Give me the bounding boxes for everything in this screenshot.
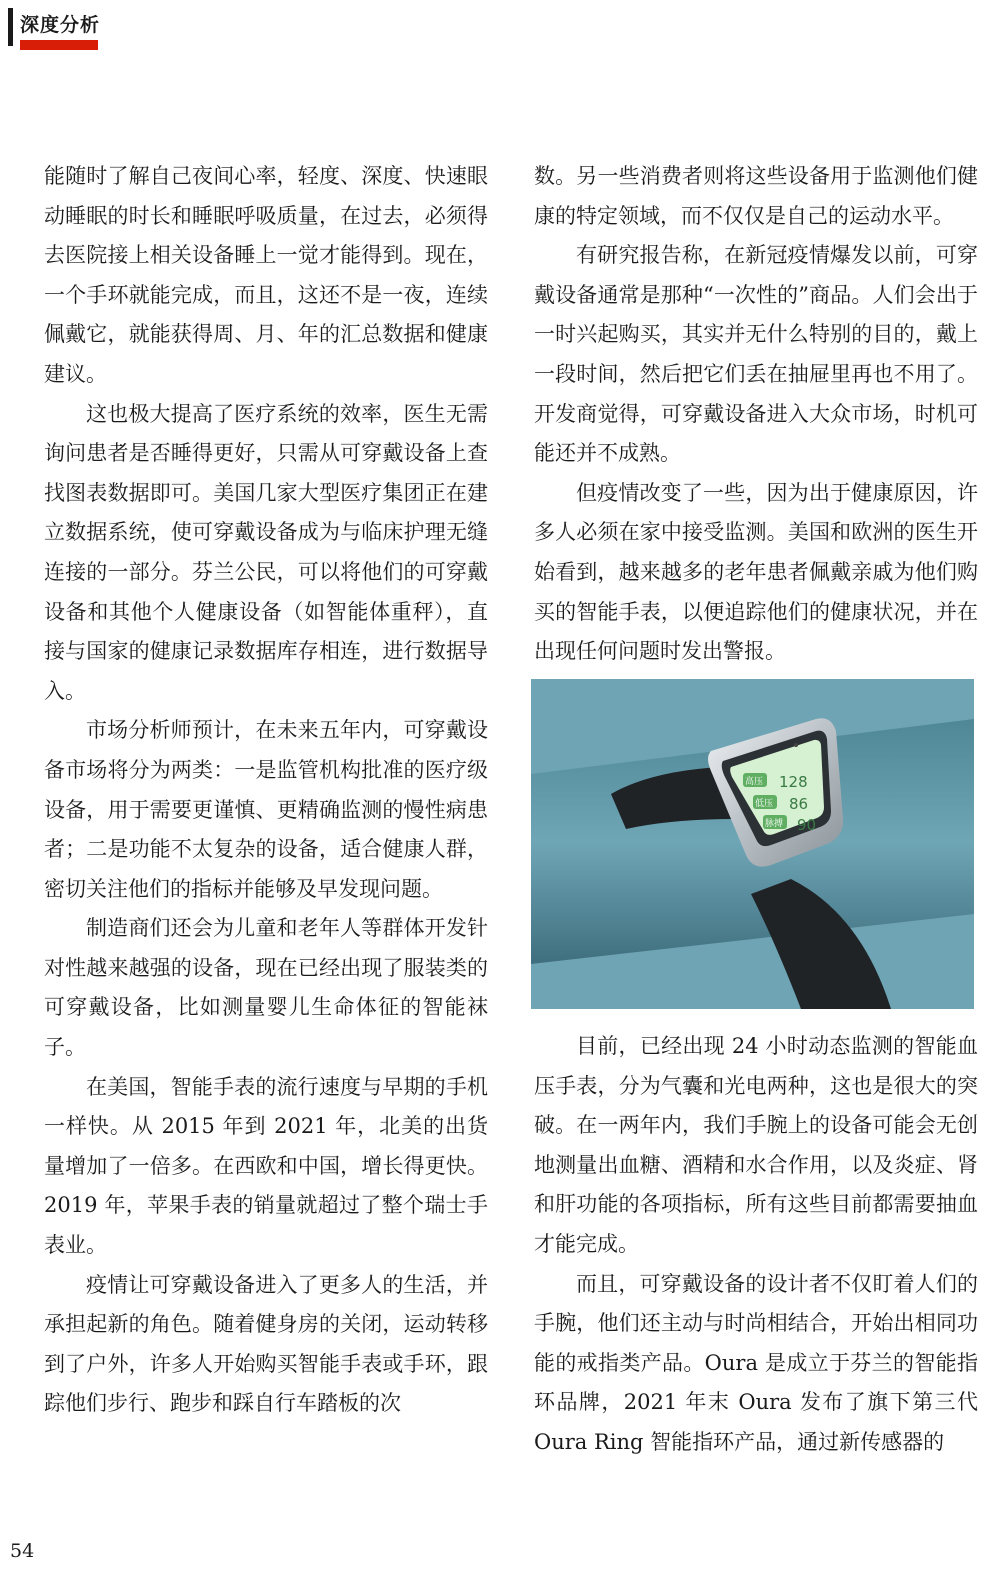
paragraph: 目前，已经出现 24 小时动态监测的智能血压手表，分为气囊和光电两种，这也是很大的突破。在一两年内，我们手腕上的设备可能会无创地测量出血糖、酒精和水合作用，以及炎症、肾和肝功能的各项指标，所有这些目前都需要抽血才能完成。 bbox=[534, 1034, 978, 1256]
paragraph: 市场分析师预计，在未来五年内，可穿戴设备市场将分为两类：一是监管机构批准的医疗级设备，用于需要更谨慎、更精确监测的慢性病患者；二是功能不太复杂的设备，适合健康人群，密切关注他们的指标并能够及早发现问题。 bbox=[44, 718, 488, 901]
watch-sensor bbox=[794, 743, 798, 747]
screen-value: 128 bbox=[779, 773, 808, 791]
section-tag-underline bbox=[20, 40, 98, 50]
smartwatch-photo bbox=[531, 679, 974, 1009]
smartwatch-illustration bbox=[531, 679, 974, 1009]
paragraph: 而且，可穿戴设备的设计者不仅盯着人们的手腕，他们还主动与时尚相结合，开始出相同功能的戒指类产品。Oura 是成立于芬兰的智能指环品牌，2021 年末 Oura 发布了旗下第三代 Oura Ring 智能指环产品，通过新传感器的 bbox=[534, 1271, 978, 1454]
section-tag bbox=[8, 8, 101, 46]
paragraph: 但疫情改变了一些，因为出于健康原因，许多人必须在家中接受监测。美国和欧洲的医生开始看到，越来越多的老年患者佩戴亲戚为他们购买的智能手表，以便追踪他们的健康状况，并在出现任何问题时发出警报。 bbox=[534, 480, 978, 664]
right-column-lower bbox=[534, 1027, 978, 1463]
screen-label: 脉搏 bbox=[765, 819, 784, 829]
screen-label: 低压 bbox=[755, 799, 774, 809]
screen-value: 86 bbox=[789, 795, 809, 813]
paragraph: 数。另一些消费者则将这些设备用于监测他们健康的特定领域，而不仅仅是自己的运动水平。 bbox=[534, 164, 978, 228]
left-column bbox=[44, 157, 488, 1424]
screen-label: 高压 bbox=[745, 777, 764, 787]
screen-value: 90 bbox=[797, 816, 817, 834]
paragraph: 在美国，智能手表的流行速度与早期的手机一样快。从 2015 年到 2021 年，北美的出货量增加了一倍多。在西欧和中国，增长得更快。2019 年，苹果手表的销量就超过了整个瑞士手表业。 bbox=[44, 1074, 488, 1258]
paragraph: 有研究报告称，在新冠疫情爆发以前，可穿戴设备通常是那种“一次性的”商品。人们会出于一时兴起购买，其实并无什么特别的目的，戴上一段时间，然后把它们丢在抽屉里再也不用了。开发商觉得，可穿戴设备进入大众市场，时机可能还并不成熟。 bbox=[534, 243, 978, 466]
right-column-upper bbox=[534, 157, 978, 672]
paragraph: 这也极大提高了医疗系统的效率，医生无需询问患者是否睡得更好，只需从可穿戴设备上查找图表数据即可。美国几家大型医疗集团正在建立数据系统，使可穿戴设备成为与临床护理无缝连接的一部分。芬兰公民，可以将他们的可穿戴设备和其他个人健康设备（如智能体重秤），直接与国家的健康记录数据库存相连，进行数据导入。 bbox=[44, 401, 488, 703]
page-number: 54 bbox=[10, 1540, 35, 1562]
paragraph: 制造商们还会为儿童和老年人等群体开发针对性越来越强的设备，现在已经出现了服装类的可穿戴设备，比如测量婴儿生命体征的智能袜子。 bbox=[44, 916, 488, 1060]
paragraph: 能随时了解自己夜间心率，轻度、深度、快速眼动睡眠的时长和睡眠呼吸质量，在过去，必须得去医院接上相关设备睡上一觉才能得到。现在，一个手环就能完成，而且，这还不是一夜，连续佩戴它，就能获得周、月、年的汇总数据和健康建议。 bbox=[44, 164, 488, 386]
section-label: 深度分析 bbox=[20, 14, 101, 36]
section-tag-bar bbox=[8, 8, 13, 46]
paragraph: 疫情让可穿戴设备进入了更多人的生活，并承担起新的角色。随着健身房的关闭，运动转移到了户外，许多人开始购买智能手表或手环，跟踪他们步行、跑步和踩自行车踏板的次 bbox=[44, 1272, 488, 1416]
